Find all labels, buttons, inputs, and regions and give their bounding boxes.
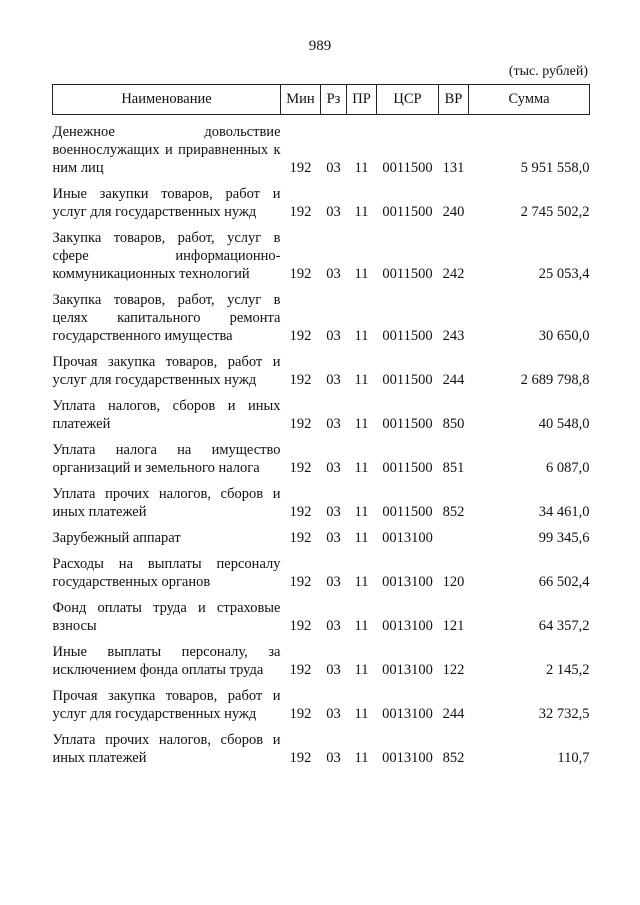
row-vr: 122 xyxy=(442,662,465,678)
row-vr: 240 xyxy=(442,204,465,220)
table-row xyxy=(53,643,590,687)
row-sum: 66 502,4 xyxy=(538,574,590,590)
row-rz: 03 xyxy=(326,328,341,344)
table-body xyxy=(53,115,590,776)
row-csr: 0013100 xyxy=(382,574,433,590)
row-pr: 11 xyxy=(354,618,369,634)
table-row xyxy=(53,397,590,441)
row-min: 192 xyxy=(289,530,312,546)
row-vr: 242 xyxy=(442,266,465,282)
row-name: Иные закупки товаров, работ и услуг для государственных нужд xyxy=(52,186,281,220)
row-csr: 0011500 xyxy=(382,160,433,176)
row-min: 192 xyxy=(289,706,312,722)
row-sum: 2 689 798,8 xyxy=(520,372,590,388)
row-name: Уплата налога на имущество организаций и земельного налога xyxy=(52,442,281,476)
row-name: Уплата налогов, сборов и иных платежей xyxy=(52,398,281,432)
row-pr: 11 xyxy=(354,750,369,766)
table-row xyxy=(53,731,590,775)
row-rz: 03 xyxy=(326,204,341,220)
table-row xyxy=(53,441,590,485)
table-row xyxy=(53,185,590,229)
row-vr: 851 xyxy=(442,460,465,476)
row-sum: 30 650,0 xyxy=(538,328,590,344)
row-rz: 03 xyxy=(326,416,341,432)
row-sum: 6 087,0 xyxy=(546,460,590,476)
row-pr: 11 xyxy=(354,328,369,344)
row-vr: 120 xyxy=(442,574,465,590)
row-name: Прочая закупка товаров, работ и услуг для государственных нужд xyxy=(52,688,281,722)
page-number: 989 xyxy=(308,38,332,54)
row-pr: 11 xyxy=(354,372,369,388)
row-rz: 03 xyxy=(326,750,341,766)
row-name: Фонд оплаты труда и страховые взносы xyxy=(52,600,281,634)
row-sum: 25 053,4 xyxy=(538,266,590,282)
header-min: Мин xyxy=(281,85,321,115)
row-csr: 0013100 xyxy=(382,618,433,634)
row-rz: 03 xyxy=(326,460,341,476)
row-sum: 40 548,0 xyxy=(538,416,590,432)
units-label: (тыс. рублей) xyxy=(508,64,588,79)
row-vr: 852 xyxy=(442,504,465,520)
row-min: 192 xyxy=(289,372,312,388)
row-name: Денежное довольствие военнослужащих и приравненных к ним лиц xyxy=(52,124,281,176)
row-csr: 0011500 xyxy=(382,460,433,476)
row-pr: 11 xyxy=(354,460,369,476)
row-rz: 03 xyxy=(326,504,341,520)
row-vr: 244 xyxy=(442,372,465,388)
row-csr: 0011500 xyxy=(382,372,433,388)
row-min: 192 xyxy=(289,266,312,282)
row-min: 192 xyxy=(289,160,312,176)
table-row xyxy=(53,555,590,599)
row-sum: 34 461,0 xyxy=(538,504,590,520)
row-csr: 0011500 xyxy=(382,328,433,344)
row-csr: 0013100 xyxy=(382,530,433,546)
row-pr: 11 xyxy=(354,266,369,282)
row-vr xyxy=(439,529,469,555)
row-name: Уплата прочих налогов, сборов и иных платежей xyxy=(52,732,281,766)
row-name: Расходы на выплаты персоналу государственных органов xyxy=(52,556,281,590)
row-name: Иные выплаты персоналу, за исключением фонда оплаты труда xyxy=(52,644,281,678)
row-vr: 243 xyxy=(442,328,465,344)
row-min: 192 xyxy=(289,328,312,344)
row-min: 192 xyxy=(289,750,312,766)
row-sum: 32 732,5 xyxy=(538,706,590,722)
row-rz: 03 xyxy=(326,530,341,546)
row-vr: 121 xyxy=(442,618,465,634)
table-row xyxy=(53,291,590,353)
header-csr: ЦСР xyxy=(377,85,439,115)
table-row xyxy=(53,529,590,555)
row-pr: 11 xyxy=(354,662,369,678)
table-row xyxy=(53,687,590,731)
row-sum: 5 951 558,0 xyxy=(520,160,590,176)
row-pr: 11 xyxy=(354,574,369,590)
header-vr: ВР xyxy=(439,85,469,115)
row-vr: 850 xyxy=(442,416,465,432)
row-csr: 0013100 xyxy=(382,706,433,722)
table-row xyxy=(53,229,590,291)
row-rz: 03 xyxy=(326,574,341,590)
row-rz: 03 xyxy=(326,706,341,722)
row-csr: 0011500 xyxy=(382,204,433,220)
row-name: Уплата прочих налогов, сборов и иных платежей xyxy=(52,486,281,520)
row-pr: 11 xyxy=(354,416,369,432)
row-min: 192 xyxy=(289,204,312,220)
row-csr: 0011500 xyxy=(382,416,433,432)
row-pr: 11 xyxy=(354,160,369,176)
row-min: 192 xyxy=(289,618,312,634)
row-vr: 852 xyxy=(442,750,465,766)
row-sum: 99 345,6 xyxy=(538,530,590,546)
row-sum: 2 745 502,2 xyxy=(520,204,590,220)
row-name: Закупка товаров, работ, услуг в целях капитального ремонта государственного имущества xyxy=(52,292,281,344)
row-min: 192 xyxy=(289,574,312,590)
row-rz: 03 xyxy=(326,662,341,678)
row-name: Прочая закупка товаров, работ и услуг для государственных нужд xyxy=(52,354,281,388)
row-csr: 0011500 xyxy=(382,266,433,282)
table-row xyxy=(53,485,590,529)
row-pr: 11 xyxy=(354,204,369,220)
table-row xyxy=(53,353,590,397)
row-vr: 131 xyxy=(442,160,465,176)
row-pr: 11 xyxy=(354,706,369,722)
row-sum: 110,7 xyxy=(557,750,590,766)
row-pr: 11 xyxy=(354,504,369,520)
header-rz: Рз xyxy=(321,85,347,115)
row-min: 192 xyxy=(289,504,312,520)
table-row xyxy=(53,599,590,643)
row-csr: 0011500 xyxy=(382,504,433,520)
row-pr: 11 xyxy=(354,530,369,546)
row-vr: 244 xyxy=(442,706,465,722)
row-name: Зарубежный аппарат xyxy=(52,530,181,546)
table-row xyxy=(53,123,590,185)
row-min: 192 xyxy=(289,662,312,678)
row-min: 192 xyxy=(289,416,312,432)
table-header xyxy=(53,85,590,115)
row-csr: 0013100 xyxy=(382,662,433,678)
header-name: Наименование xyxy=(53,85,281,115)
row-sum: 64 357,2 xyxy=(538,618,590,634)
budget-table xyxy=(52,84,590,775)
row-min: 192 xyxy=(289,460,312,476)
row-rz: 03 xyxy=(326,160,341,176)
row-rz: 03 xyxy=(326,618,341,634)
row-name: Закупка товаров, работ, услуг в сфере информационно-коммуникационных технологий xyxy=(52,230,281,282)
row-rz: 03 xyxy=(326,266,341,282)
header-sum: Сумма xyxy=(469,85,590,115)
row-csr: 0013100 xyxy=(382,750,433,766)
row-rz: 03 xyxy=(326,372,341,388)
header-pr: ПР xyxy=(347,85,377,115)
row-sum: 2 145,2 xyxy=(546,662,590,678)
